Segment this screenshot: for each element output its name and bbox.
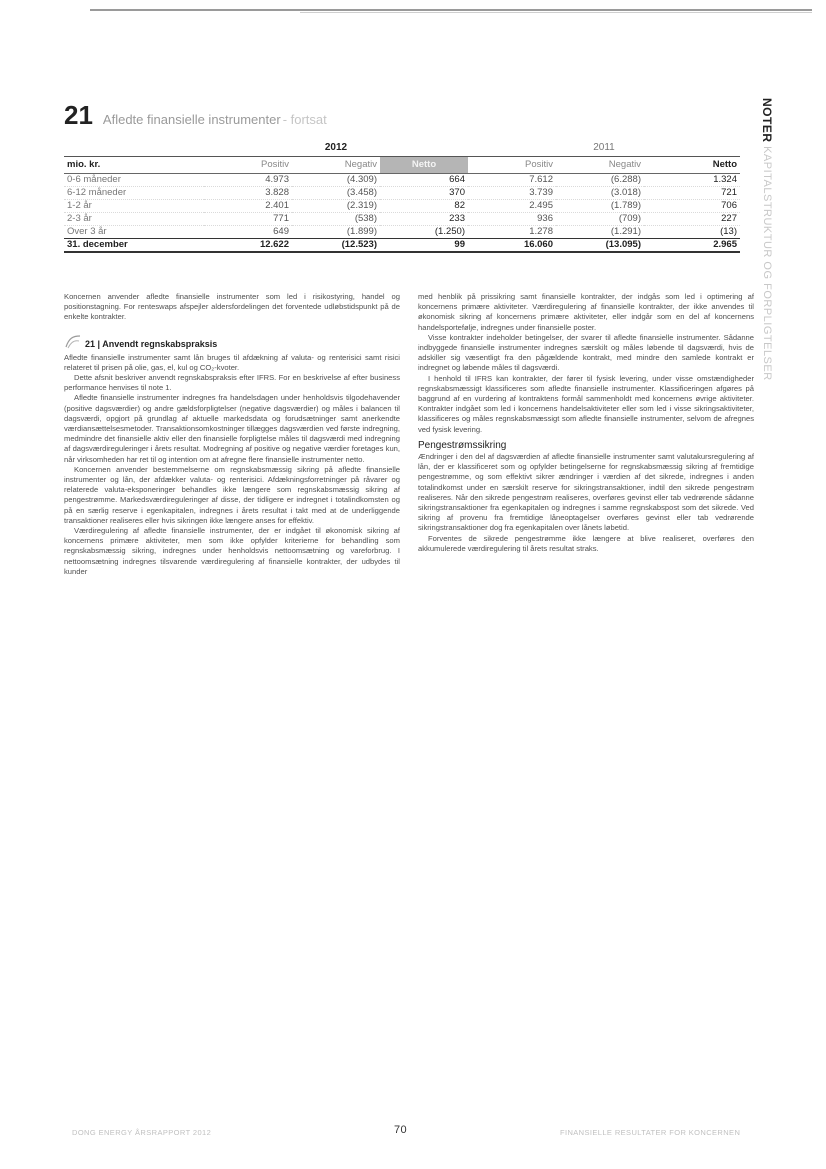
table-cell: (13) [644, 226, 740, 239]
table-cell: 370 [380, 187, 468, 200]
table-cell: 3.739 [468, 187, 556, 200]
table-cell: 1.278 [468, 226, 556, 239]
body-paragraph: Værdiregulering af afledte finansielle instrumenter, der er indgået til økonomisk sikring af koncernens primære aktiviteter, men som ikke opfylder kriterierne for behandling som regnskabsmæssig sikring, indregnes under henholdsvis nettoomsætning og vareforbrug. I nettoomsætning indregnes tilsvarende værdiregulering af finansielle kontrakter, der udbydes til kunder [64, 526, 400, 576]
total-cell: 16.060 [468, 239, 556, 253]
table-row [64, 200, 740, 213]
total-cell: (12.523) [292, 239, 380, 253]
table-header-row [64, 157, 740, 174]
subheading-pengestroemssikring: Pengestrømssikring [418, 439, 507, 451]
table-cell: (3.458) [292, 187, 380, 200]
table-cell: (2.319) [292, 200, 380, 213]
table-year-row [64, 140, 740, 157]
table-cell: (709) [556, 213, 644, 226]
intro-paragraph: Koncernen anvender afledte finansielle instrumenter som led i risikostyring, handel og positionstagning. For renteswaps afspejler aldersfordelingen det forventede udløbstidspunkt på de enkelte kontrakter. [64, 292, 400, 322]
accounting-policy-icon [64, 334, 82, 350]
page-number: 70 [394, 1124, 408, 1136]
col-header: Negativ [556, 157, 644, 174]
row-label: 6-12 måneder [64, 187, 204, 200]
body-paragraph: Visse kontrakter indeholder betingelser, der svarer til afledte finansielle instrumenter. Sådanne indbyggede finansielle instrumenter indregnes særskilt og måles løbende til dagsværdi, hvis de adskiller sig væsentligt fra den pågældende kontrakt, med mindre den samlede kontrakt er indregnet og løbende måles til dagsværdi. [418, 332, 754, 373]
total-cell: 2.965 [644, 239, 740, 253]
maturity-table [64, 140, 740, 253]
note-title: Afledte finansielle instrumenter [102, 112, 281, 127]
section-heading [64, 334, 400, 350]
total-cell: 99 [380, 239, 468, 253]
right-text-column [418, 292, 754, 554]
row-label: 1-2 år [64, 200, 204, 213]
total-cell: (13.095) [556, 239, 644, 253]
row-label: Over 3 år [64, 226, 204, 239]
table-cell: (1.291) [556, 226, 644, 239]
table-row [64, 187, 740, 200]
section-heading-text: 21 | Anvendt regnskabspraksis [85, 339, 218, 350]
total-cell: 12.622 [204, 239, 292, 253]
table-cell: 7.612 [468, 174, 556, 187]
table-cell: 771 [204, 213, 292, 226]
table-cell: 233 [380, 213, 468, 226]
body-paragraph: Afledte finansielle instrumenter indregnes fra handelsdagen under henholdsvis tilgodehavender (positive dagsværdier) og andre gældsforpligtelser (negative dagsværdier) og måles i balancen til dagsværdi, opgjort på grundlag af aktuelle markedsdata og forudsætninger samt anerkendte værdiansættelsesmetoder. Transaktionsomkostninger tillægges dagsværdien ved første indregning, medmindre det finansielle aktiv eller den finansielle forpligtelse måles til dagsværdi med indregning af dagsværdireguleringer i årets resultat. Modregning af positive og negative værdier foretages kun, når virksomheden har ret til og intention om at afregne flere finansielle instrumenter netto. [64, 393, 400, 464]
table-row [64, 174, 740, 187]
year-2012: 2012 [204, 140, 468, 157]
body-paragraph: I henhold til IFRS kan kontrakter, der fører til fysisk levering, under visse omstændigheder regnskabsmæssigt klassificeres som afledte finansielle instrumenter. Klassificeringen afgøres på baggrund af en vurdering af kontraktens formål sammenholdt med koncernens øvrige aktiviteter. Kontrakter indgået som led i koncernens handelsaktiviteter eller som led i visse sikringsaktiviteter, klassificeres og måles regnskabsmæssigt som afledte finansielle instrumenter, selvom de afregnes ved fysisk levering. [418, 373, 754, 434]
row-label: 0-6 måneder [64, 174, 204, 187]
table-cell: (1.789) [556, 200, 644, 213]
row-label: 2-3 år [64, 213, 204, 226]
left-text-column [64, 292, 400, 577]
table-cell: (538) [292, 213, 380, 226]
top-rule-thin [300, 12, 812, 13]
col-header: Negativ [292, 157, 380, 174]
body-paragraph: Dette afsnit beskriver anvendt regnskabspraksis efter IFRS. For en beskrivelse af efter business performance henvises til note 1. [64, 373, 400, 393]
table-cell: (1.899) [292, 226, 380, 239]
note-subtitle: - fortsat [282, 112, 327, 127]
side-label-section: KAPITALSTRUKTUR OG FORPLIGTELSER [761, 146, 773, 381]
total-label: 31. december [64, 239, 204, 253]
table-cell: 2.495 [468, 200, 556, 213]
table-total-row [64, 239, 740, 253]
col-header-netto: Netto [644, 157, 740, 174]
table-cell: (3.018) [556, 187, 644, 200]
col-header-netto-highlight: Netto [380, 157, 468, 174]
table-cell: (6.288) [556, 174, 644, 187]
footer-section-title: FINANSIELLE RESULTATER FOR KONCERNEN [560, 1128, 741, 1137]
footer-report-title: DONG ENERGY ÅRSRAPPORT 2012 [72, 1128, 212, 1137]
table-cell: 3.828 [204, 187, 292, 200]
body-paragraph: med henblik på prissikring samt finansielle kontrakter, der indgås som led i optimering af koncernens primære aktiviteter. Værdiregulering af finansielle kontrakter, der ikke anvendes til økonomisk sikring af koncernens primære aktiviteter, eller indgår som en del af koncernens handelsportefølje, indregnes under finansielle poster. [418, 292, 754, 332]
unit-label: mio. kr. [64, 157, 204, 174]
table-row [64, 213, 740, 226]
note-number: 21 [64, 100, 93, 130]
col-header: Positiv [204, 157, 292, 174]
side-label-noter: NOTER [760, 98, 774, 143]
col-header: Positiv [468, 157, 556, 174]
top-rule [90, 9, 812, 11]
table-row [64, 226, 740, 239]
table-cell: 664 [380, 174, 468, 187]
side-section-label [760, 98, 774, 381]
table-cell: 936 [468, 213, 556, 226]
table-cell: (1.250) [380, 226, 468, 239]
table-cell: 227 [644, 213, 740, 226]
body-paragraph: Afledte finansielle instrumenter samt lån bruges til afdækning af valuta- og renterisici samt risici relateret til prisen på olie, gas, el, kul og CO₂-kvoter. [64, 352, 400, 372]
note-heading [64, 100, 327, 131]
year-2011: 2011 [468, 140, 740, 157]
body-paragraph: Ændringer i den del af dagsværdien af afledte finansielle instrumenter samt valutakursregulering af lån, der er klassificeret som og opfylder betingelserne for regnskabsmæssig sikring af fremtidige pengestrømme, og som effektivt sikrer ændringer i værdien af det sikrede, indregnes i anden totalindkomst under en særskilt reserve for sikringstransaktioner, indtil den sikrede pengestrøm realiseres. Når den sikrede pengestrøm realiseres, overføres gevinst eller tab vedrørende sådanne sikringstransaktioner fra egenkapitalen og indregnes i samme regnskabspost som det sikrede. Ved sikring af provenu fra fremtidige låneoptagelser overføres gevinst eller tab vedrørende sikringstransaktioner dog fra egenkapitalen over lånets løbetid. [418, 452, 754, 533]
table-cell: 649 [204, 226, 292, 239]
table-cell: 4.973 [204, 174, 292, 187]
table-cell: 1.324 [644, 174, 740, 187]
body-paragraph: Koncernen anvender bestemmelserne om regnskabsmæssig sikring på afledte finansielle instrumenter og lån, der afdækker valuta- og renterisici. Afdækningsforretninger på råvarer og relaterede valuta-eksponeringer behandles ikke længere som regnskabsmæssig sikring af pengestrømme. Markedsværdireguleringer af disse, der tidligere er indregnet i totalindkomsten og på en særlig reserve i egenkapitalen, indregnes i årets resultat i takt med at de underliggende transaktioner realiseres eller hvis sikringen ikke længere anses for effektiv. [64, 464, 400, 525]
table-cell: 706 [644, 200, 740, 213]
body-paragraph: Forventes de sikrede pengestrømme ikke længere at blive realiseret, overføres den akkumulerede værdiregulering til årets resultat straks. [418, 533, 754, 553]
table-cell: 2.401 [204, 200, 292, 213]
table-cell: (4.309) [292, 174, 380, 187]
table-cell: 721 [644, 187, 740, 200]
table-cell: 82 [380, 200, 468, 213]
